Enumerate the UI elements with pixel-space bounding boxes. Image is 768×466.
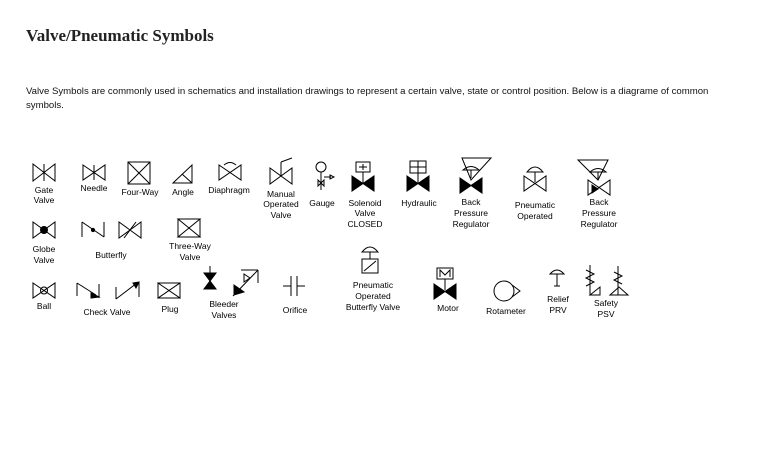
- rotameter-symbol: [494, 281, 520, 301]
- angle-valve-symbol: [173, 165, 192, 183]
- label-globe-line1: Globe: [32, 244, 56, 254]
- label-pneumatic-operated-line1: Pneumatic: [514, 200, 556, 210]
- label-pneumatic-butterfly-line1: Pneumatic: [352, 280, 394, 290]
- label-gauge: Gauge: [309, 198, 335, 208]
- intro-paragraph: Valve Symbols are commonly used in schematics and installation drawings to represent a certain valve, state or control position. Below is a diagrame of common symbols.: [26, 86, 709, 111]
- label-hydraulic: Hydraulic: [401, 198, 437, 208]
- pneumatic-operated-valve-symbol: [524, 167, 546, 191]
- gate-valve-symbol: [33, 164, 55, 181]
- diaphragm-valve-symbol: [219, 163, 241, 181]
- label-bleeder-line1: Bleeder: [209, 299, 239, 309]
- label-gate-valve-line2: Valve: [33, 195, 55, 205]
- label-four-way: Four-Way: [121, 187, 159, 197]
- label-relief-line2: PRV: [549, 305, 567, 315]
- label-manual-line3: Valve: [270, 210, 292, 220]
- relief-valve-symbol: [550, 270, 564, 286]
- gauge-symbol: [316, 162, 334, 190]
- orifice-symbol: [283, 276, 305, 296]
- label-needle: Needle: [80, 183, 108, 193]
- pneumatic-operated-butterfly-valve-symbol: [362, 247, 378, 273]
- label-ball: Ball: [36, 301, 52, 311]
- four-way-valve-symbol: [128, 162, 150, 184]
- label-pneumatic-butterfly-line3: Butterfly Valve: [345, 302, 401, 312]
- label-three-way-line2: Valve: [179, 252, 201, 262]
- label-plug: Plug: [161, 304, 179, 314]
- label-globe-line2: Valve: [33, 255, 55, 265]
- back-pressure-regulator-symbol-2: [578, 160, 610, 195]
- label-three-way-line1: Three-Way: [169, 241, 211, 251]
- manual-operated-valve-symbol: [270, 158, 292, 184]
- motor-valve-symbol: [434, 268, 456, 299]
- butterfly-valve-symbol: [82, 222, 141, 238]
- bleeder-valves-symbol: [204, 266, 258, 296]
- label-diaphragm: Diaphragm: [208, 185, 250, 195]
- label-safety-line2: PSV: [597, 309, 615, 319]
- plug-valve-symbol: [158, 283, 180, 298]
- solenoid-valve-symbol: [352, 162, 374, 191]
- label-pneumatic-operated-line2: Operated: [517, 211, 553, 221]
- label-solenoid-line3: CLOSED: [347, 219, 383, 229]
- needle-valve-symbol: [83, 165, 105, 180]
- label-back-pressure-1-line3: Regulator: [452, 219, 490, 229]
- label-back-pressure-1-line1: Back: [461, 197, 481, 207]
- label-butterfly: Butterfly: [95, 250, 127, 260]
- label-back-pressure-1-line2: Pressure: [453, 208, 489, 218]
- label-solenoid-line1: Solenoid: [348, 198, 382, 208]
- label-manual-line1: Manual: [267, 189, 295, 199]
- label-orifice: Orifice: [282, 305, 308, 315]
- label-relief-line1: Relief: [547, 294, 569, 304]
- label-rotameter: Rotameter: [486, 306, 526, 316]
- hydraulic-valve-symbol: [407, 161, 429, 191]
- check-valve-symbol: [77, 282, 139, 299]
- label-back-pressure-2-line3: Regulator: [580, 219, 618, 229]
- label-pneumatic-butterfly-line2: Operated: [355, 291, 391, 301]
- label-angle: Angle: [172, 187, 194, 197]
- globe-valve-symbol: [33, 222, 55, 238]
- safety-valve-symbol: [586, 265, 628, 295]
- label-check-valve: Check Valve: [83, 307, 131, 317]
- ball-valve-symbol: [33, 283, 55, 298]
- page-title: Valve/Pneumatic Symbols: [26, 26, 214, 45]
- label-safety-line1: Safety: [593, 298, 619, 308]
- three-way-valve-symbol: [178, 219, 200, 237]
- back-pressure-regulator-symbol-1: [460, 158, 491, 193]
- label-back-pressure-2-line2: Pressure: [581, 208, 617, 218]
- label-manual-line2: Operated: [263, 199, 299, 209]
- label-solenoid-line2: Valve: [354, 208, 376, 218]
- label-back-pressure-2-line1: Back: [589, 197, 609, 207]
- label-motor: Motor: [437, 303, 459, 313]
- label-bleeder-line2: Valves: [211, 310, 237, 320]
- label-gate-valve-line1: Gate: [34, 185, 54, 195]
